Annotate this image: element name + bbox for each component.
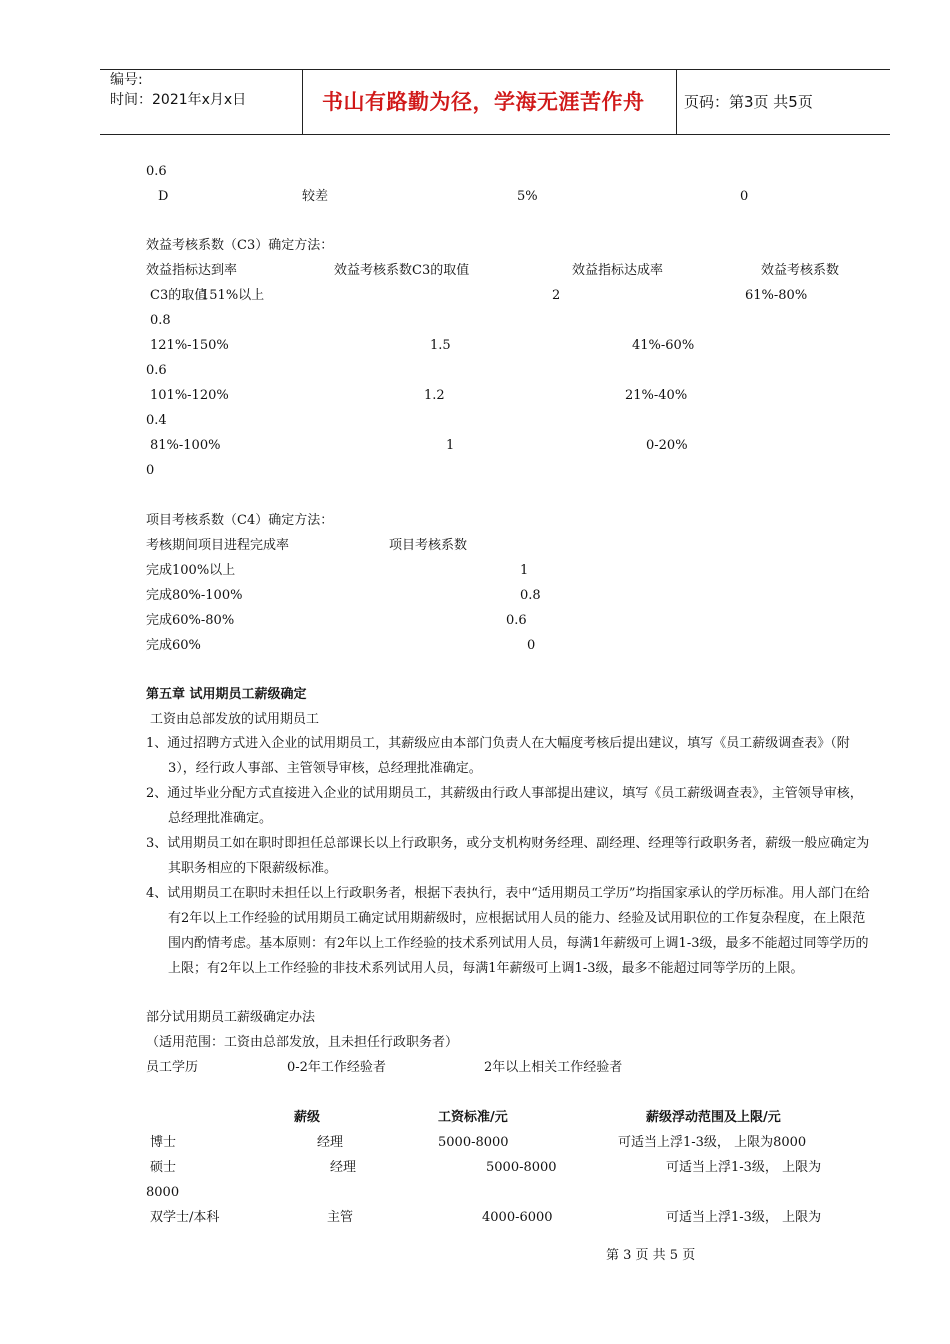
c3-row4-b: 1 xyxy=(446,438,455,453)
grade-d-label: 较差 xyxy=(302,189,329,204)
c3-header-3: 效益指标达成率 xyxy=(572,263,664,278)
header-bottom-rule xyxy=(100,134,890,135)
header-top-rule xyxy=(100,69,890,70)
header-number-label: 编号: xyxy=(110,72,143,88)
row1-salary: 5000-8000 xyxy=(438,1135,509,1150)
c3-row3-a: 101%-120% xyxy=(150,388,229,403)
row1-edu: 博士 xyxy=(150,1135,177,1150)
c3-title: 效益考核系数（C3）确定方法： xyxy=(146,238,334,253)
c3-header-2: 效益考核系数C3的取值 xyxy=(334,263,470,278)
c3-row1-c: 61%-80% xyxy=(745,288,808,303)
row3-grade: 主管 xyxy=(327,1210,354,1225)
c3-row2-d: 0.6 xyxy=(146,363,167,378)
row1-grade: 经理 xyxy=(317,1135,344,1150)
c3-header-1: 效益指标达到率 xyxy=(146,263,238,278)
chapter-item-3: 3、试用期员工如在职时即担任总部课长以上行政职务，或分支机构财务经理、副经理、经理等行政职务者，薪级一般应确定为其职务相应的下限薪级标准。 xyxy=(146,836,870,876)
table-scope: （适用范围：工资由总部发放，且未担任行政职务者） xyxy=(146,1035,459,1050)
salary-header: 工资标准/元 xyxy=(438,1110,508,1125)
c4-row2-a: 完成80%-100% xyxy=(146,588,243,603)
chapter-item-2: 2、通过毕业分配方式直接进入企业的试用期员工，其薪级由行政人事部提出建议，填写《员工薪级调查表》，主管领导审核，总经理批准确定。 xyxy=(146,786,863,826)
grade-d: D xyxy=(158,189,169,204)
header-page-code: 页码：第3页 共5页 xyxy=(684,93,813,111)
header-time: 时间：2021年x月x日 xyxy=(110,92,247,108)
edu-header-2: 0-2年工作经验者 xyxy=(287,1060,386,1075)
c4-title: 项目考核系数（C4）确定方法： xyxy=(146,513,334,528)
chapter-intro: 工资由总部发放的试用期员工 xyxy=(150,712,320,727)
header-divider-right xyxy=(676,69,677,135)
c4-row1-a: 完成100%以上 xyxy=(146,563,236,578)
c3-row2-b: 1.5 xyxy=(430,338,451,353)
page-footer: 第 3 页 共 5 页 xyxy=(606,1248,696,1263)
row2-grade: 经理 xyxy=(330,1160,357,1175)
row3-edu: 双学士/本科 xyxy=(150,1210,220,1225)
c3-row4-a: 81%-100% xyxy=(150,438,221,453)
range-header: 薪级浮动范围及上限/元 xyxy=(646,1110,781,1125)
row-value: 0.6 xyxy=(146,164,167,179)
c4-row3-b: 0.6 xyxy=(506,613,527,628)
c4-row4-a: 完成60% xyxy=(146,638,201,653)
c3-row2-c: 41%-60% xyxy=(632,338,695,353)
row3-salary: 4000-6000 xyxy=(482,1210,553,1225)
c3-row1-d: 0.8 xyxy=(150,313,171,328)
c4-header-2: 项目考核系数 xyxy=(389,538,468,553)
row1-range: 可适当上浮1-3级， 上限为8000 xyxy=(618,1135,807,1150)
grade-header: 薪级 xyxy=(294,1110,321,1125)
c4-row3-a: 完成60%-80% xyxy=(146,613,235,628)
chapter-title: 第五章 试用期员工薪级确定 xyxy=(146,687,307,702)
c3-row3-d: 0.4 xyxy=(146,413,167,428)
table-title: 部分试用期员工薪级确定办法 xyxy=(146,1010,316,1025)
row2-range-wrap: 8000 xyxy=(146,1185,180,1200)
c3-row3-c: 21%-40% xyxy=(625,388,688,403)
c3-row1-b: 2 xyxy=(552,288,561,303)
edu-header-1: 员工学历 xyxy=(146,1060,199,1075)
edu-header-3: 2年以上相关工作经验者 xyxy=(484,1060,623,1075)
c3-row3-b: 1.2 xyxy=(424,388,445,403)
c4-row1-b: 1 xyxy=(520,563,529,578)
header-divider-left xyxy=(302,69,303,135)
c3-row4-d: 0 xyxy=(146,463,155,478)
chapter-item-4: 4、试用期员工在职时未担任以上行政职务者，根据下表执行，表中“适用期员工学历”均指国家承认的学历标准。用人部门在给有2年以上工作经验的试用期员工确定试用期薪级时，应根据试用人员的能力、经验及试用职位的工作复杂程度，在上限范围内酌情考虑。基本原则：有2年以上工作经验的技术系列试用人员，每满1年薪级可上调1-3级，最多不能超过同等学历的上限；有2年以上工作经验的非技术系列试用人员，每满1年薪级可上调1-3级，最多不能超过同等学历的上限。 xyxy=(146,886,870,976)
row2-range: 可适当上浮1-3级， 上限为 xyxy=(666,1160,822,1175)
c4-row4-b: 0 xyxy=(527,638,536,653)
c3-header-wrap: C3的取值 xyxy=(150,288,208,303)
row2-edu: 硕士 xyxy=(150,1160,177,1175)
grade-d-percent: 5% xyxy=(517,189,538,204)
c4-row2-b: 0.8 xyxy=(520,588,541,603)
c3-row4-c: 0-20% xyxy=(646,438,688,453)
grade-d-coef: 0 xyxy=(740,189,749,204)
c3-row2-a: 121%-150% xyxy=(150,338,229,353)
c3-header-4: 效益考核系数 xyxy=(761,263,840,278)
header-motto: 书山有路勤为径，学海无涯苦作舟 xyxy=(322,90,645,114)
row3-range: 可适当上浮1-3级， 上限为 xyxy=(666,1210,822,1225)
row2-salary: 5000-8000 xyxy=(486,1160,557,1175)
c3-row1-a: 151%以上 xyxy=(201,288,265,303)
chapter-item-1: 1、通过招聘方式进入企业的试用期员工，其薪级应由本部门负责人在大幅度考核后提出建议，填写《员工薪级调查表》（附3），经行政人事部、主管领导审核，总经理批准确定。 xyxy=(146,736,850,776)
c4-header-1: 考核期间项目进程完成率 xyxy=(146,538,290,553)
